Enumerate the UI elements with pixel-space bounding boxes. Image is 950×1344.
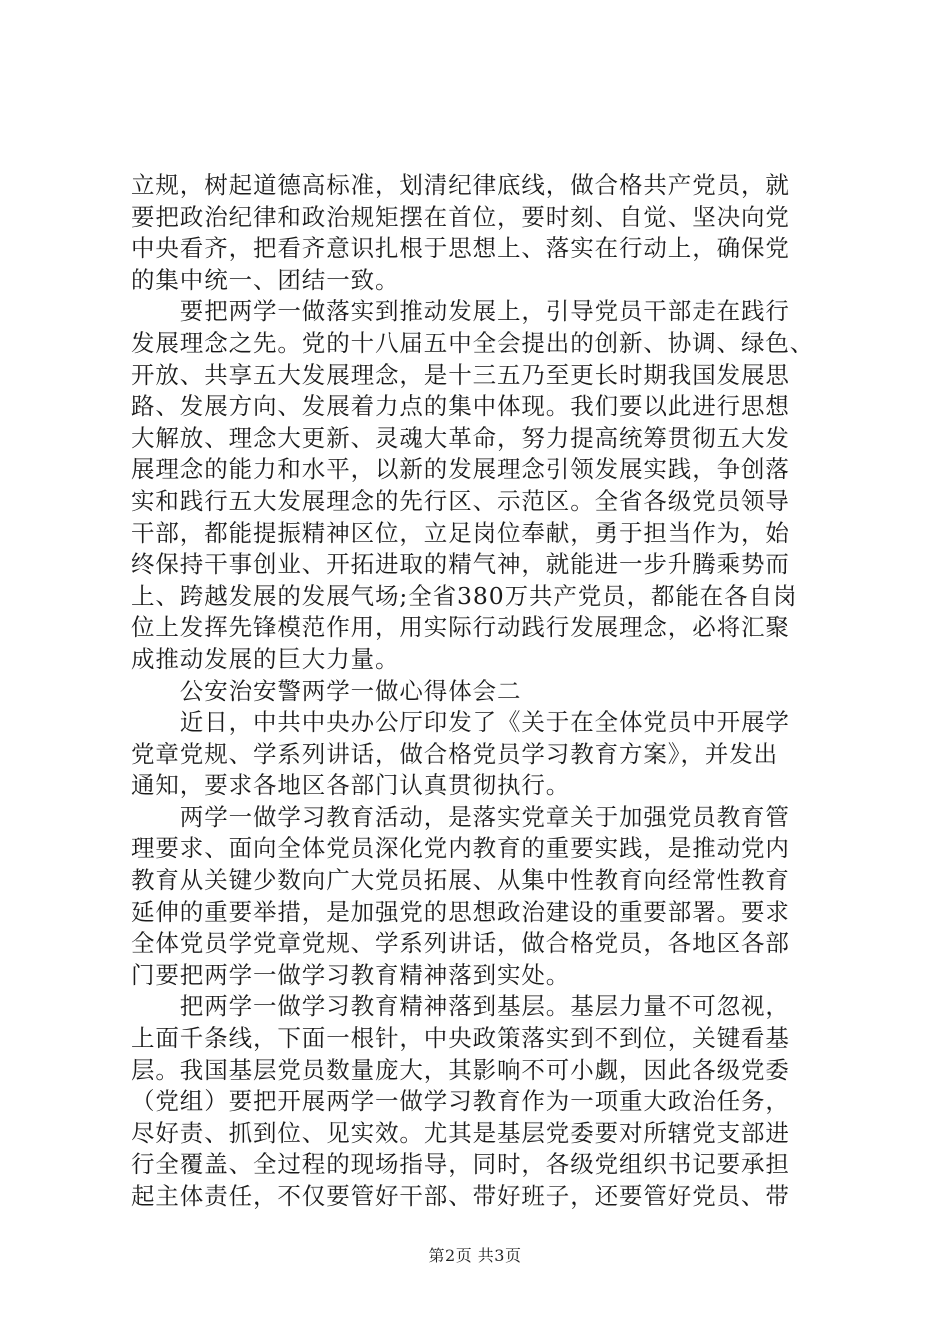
section-heading: 公安治安警两学一做心得体会二 (131, 676, 522, 705)
text-line: 理要求、面向全体党员深化党内教育的重要实践，是推动党内 (131, 834, 790, 863)
text-line: （党组）要把开展两学一做学习教育作为一项重大政治任务， (131, 1087, 790, 1116)
text-line: 中央看齐，把看齐意识扎根于思想上、落实在行动上，确保党 (131, 234, 790, 263)
text-line: 干部，都能提振精神区位，立足岗位奉献，勇于担当作为，始 (131, 518, 790, 547)
text-line: 门要把两学一做学习教育精神落到实处。 (131, 960, 571, 989)
text-line: 起主体责任，不仅要管好干部、带好班子，还要管好党员、带 (131, 1182, 790, 1210)
text-line: 实和践行五大发展理念的先行区、示范区。全省各级党员领导 (131, 486, 790, 515)
text-line: 终保持干事创业、开拓进取的精气神，就能进一步升腾乘势而 (131, 550, 790, 579)
text-line: 的集中统一、团结一致。 (131, 265, 400, 294)
text-line: 发展理念之先。党的十八届五中全会提出的创新、协调、绿色、 (131, 328, 815, 357)
text-line: 党章党规、学系列讲话，做合格党员学习教育方案》，并发出 (131, 739, 779, 768)
text-line: 把两学一做学习教育精神落到基层。基层力量不可忽视， (131, 992, 790, 1021)
text-line: 延伸的重要举措，是加强党的思想政治建设的重要部署。要求 (131, 897, 790, 926)
text-line: 成推动发展的巨大力量。 (131, 644, 400, 673)
document-body (131, 170, 831, 1213)
text-line: 近日，中共中央办公厅印发了《关于在全体党员中开展学 (131, 708, 790, 737)
text-line: 立规，树起道德高标准，划清纪律底线，做合格共产党员，就 (131, 171, 790, 199)
text-line: 全体党员学党章党规、学系列讲话，做合格党员，各地区各部 (131, 929, 790, 958)
text-line: 上、跨越发展的发展气场;全省380万共产党员，都能在各自岗 (131, 581, 798, 610)
text-line: 展理念的能力和水平，以新的发展理念引领发展实践，争创落 (131, 455, 790, 484)
page-number-footer: 第2页 共3页 (428, 1246, 522, 1265)
text-line: 两学一做学习教育活动，是落实党章关于加强党员教育管 (131, 802, 790, 831)
text-line: 大解放、理念大更新、灵魂大革命，努力提高统筹贯彻五大发 (131, 423, 790, 452)
text-line: 位上发挥先锋模范作用，用实际行动践行发展理念，必将汇聚 (131, 613, 790, 642)
text-line: 开放、共享五大发展理念，是十三五乃至更长时期我国发展思 (131, 360, 790, 389)
text-line: 通知，要求各地区各部门认真贯彻执行。 (131, 771, 571, 800)
text-line: 要把两学一做落实到推动发展上，引导党员干部走在践行 (131, 297, 790, 326)
text-line: 层。我国基层党员数量庞大，其影响不可小觑，因此各级党委 (131, 1055, 790, 1084)
text-line: 要把政治纪律和政治规矩摆在首位，要时刻、自觉、坚决向党 (131, 202, 790, 231)
text-line: 尽好责、抓到位、见实效。尤其是基层党委要对所辖党支部进 (131, 1118, 790, 1147)
text-line: 行全覆盖、全过程的现场指导，同时，各级党组织书记要承担 (131, 1150, 790, 1179)
text-line: 教育从关键少数向广大党员拓展、从集中性教育向经常性教育 (131, 866, 790, 895)
text-line: 路、发展方向、发展着力点的集中体现。我们要以此进行思想 (131, 392, 790, 421)
text-line: 上面千条线，下面一根针，中央政策落实到不到位，关键看基 (131, 1024, 790, 1053)
